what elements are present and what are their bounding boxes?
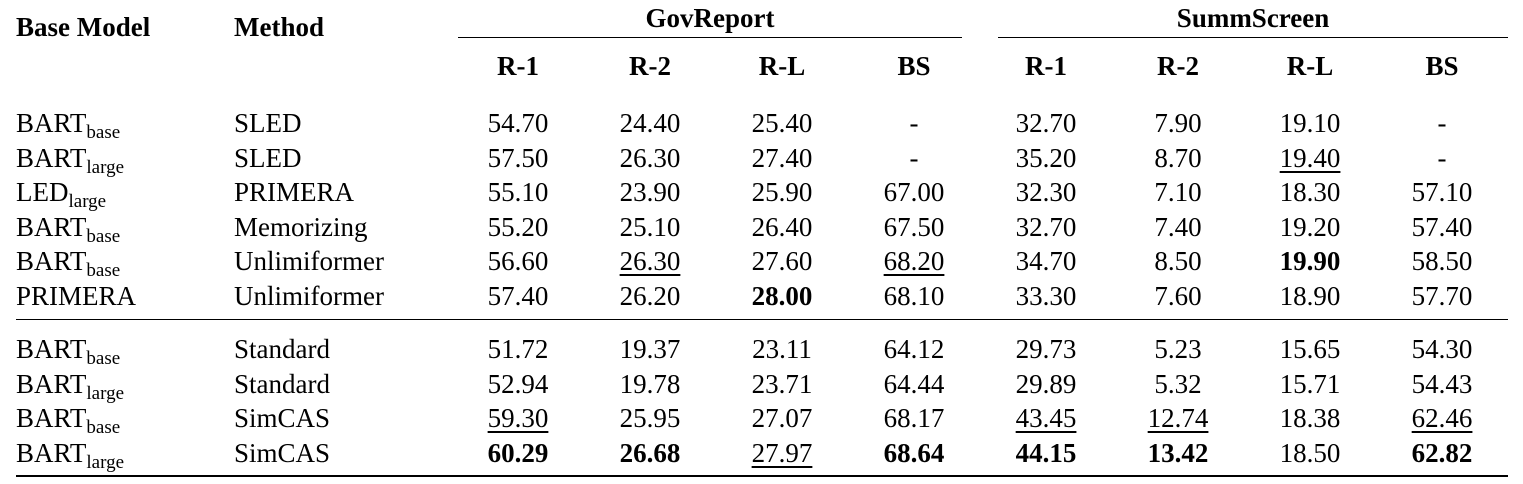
score-value: - <box>1437 108 1447 139</box>
table-row <box>16 367 1508 402</box>
score-value: 25.90 <box>751 177 813 208</box>
section-baselines <box>16 94 1508 320</box>
score-value: 59.30 <box>487 403 549 434</box>
base-model-name: BART <box>16 211 87 242</box>
base-model-name: BART <box>16 403 87 434</box>
header-metric: R-1 <box>1025 51 1068 81</box>
score-cell <box>980 401 1112 436</box>
score-cell <box>848 367 980 402</box>
method-cell: SimCAS <box>234 436 452 477</box>
score-value: 27.60 <box>751 246 813 277</box>
base-model-cell <box>16 210 234 245</box>
base-model-name: BART <box>16 142 87 173</box>
score-cell <box>716 320 848 367</box>
score-cell <box>1244 175 1376 210</box>
score-cell <box>452 401 584 436</box>
base-model-name: BART <box>16 246 87 277</box>
header-metric: BS <box>897 51 931 81</box>
score-cell <box>1244 94 1376 141</box>
base-model-name: BART <box>16 368 87 399</box>
score-value: 68.64 <box>883 437 945 468</box>
header-row-groups <box>16 0 1508 38</box>
score-cell <box>980 436 1112 477</box>
score-cell <box>980 175 1112 210</box>
score-cell <box>1376 279 1508 320</box>
score-value: 55.20 <box>487 211 549 242</box>
base-model-size: base <box>86 260 121 282</box>
score-value: 68.17 <box>883 403 945 434</box>
score-cell <box>452 367 584 402</box>
score-value: 19.90 <box>1279 246 1341 277</box>
score-value: 62.82 <box>1411 437 1473 468</box>
score-value: 25.95 <box>619 403 681 434</box>
score-cell <box>848 279 980 320</box>
table-row <box>16 141 1508 176</box>
score-cell <box>452 279 584 320</box>
score-cell <box>452 175 584 210</box>
base-model-name: LED <box>16 177 69 208</box>
header-group-summscreen-label: SummScreen <box>998 3 1508 38</box>
method-cell: SimCAS <box>234 403 331 434</box>
header-group-govreport <box>452 0 980 38</box>
score-value: 27.07 <box>751 403 813 434</box>
score-cell <box>716 175 848 210</box>
score-cell <box>1244 244 1376 279</box>
section-simcas <box>16 320 1508 477</box>
score-value: 24.40 <box>619 108 681 139</box>
score-cell <box>584 279 716 320</box>
header-base-model: Base Model <box>16 12 151 42</box>
score-value: 57.70 <box>1411 280 1473 311</box>
score-cell <box>1112 141 1244 176</box>
score-value: - <box>909 108 919 139</box>
base-model-size: large <box>68 191 107 213</box>
table-row <box>16 320 1508 367</box>
header-metric: R-1 <box>497 51 539 81</box>
score-cell <box>848 401 980 436</box>
score-cell <box>584 210 716 245</box>
score-value: 19.20 <box>1279 211 1341 242</box>
score-cell <box>452 320 584 367</box>
header-metric: R-L <box>1286 51 1334 81</box>
score-value: 29.73 <box>1015 334 1077 365</box>
score-cell <box>848 210 980 245</box>
score-cell <box>584 94 716 141</box>
score-cell <box>980 320 1112 367</box>
base-model-size: large <box>86 156 125 178</box>
score-value: 26.40 <box>751 211 813 242</box>
score-value: 26.20 <box>619 280 681 311</box>
score-cell <box>848 320 980 367</box>
score-cell <box>716 279 848 320</box>
table-row <box>16 436 1508 477</box>
table-row <box>16 175 1508 210</box>
header-metric: BS <box>1425 51 1459 81</box>
score-cell <box>1244 210 1376 245</box>
method-cell: Unlimiformer <box>234 246 384 277</box>
score-cell <box>716 244 848 279</box>
score-value: - <box>909 142 919 173</box>
score-value: 19.40 <box>1279 142 1341 173</box>
score-cell <box>980 210 1112 245</box>
score-value: 26.68 <box>619 437 681 468</box>
score-value: 33.30 <box>1015 280 1077 311</box>
base-model-cell <box>16 367 234 402</box>
score-cell <box>716 436 848 477</box>
score-value: 54.70 <box>487 108 549 139</box>
method-cell: Unlimiformer <box>234 280 384 311</box>
score-cell <box>1112 401 1244 436</box>
method-cell: PRIMERA <box>234 177 355 208</box>
header-metric: R-2 <box>629 51 671 81</box>
score-value: 55.10 <box>487 177 549 208</box>
score-value: 18.38 <box>1279 403 1341 434</box>
score-value: 15.71 <box>1279 368 1341 399</box>
method-cell: SLED <box>234 142 302 173</box>
table-row <box>16 279 1508 320</box>
base-model-size: large <box>86 451 125 473</box>
header-group-summscreen <box>980 0 1508 38</box>
score-cell <box>848 94 980 141</box>
score-value: 27.97 <box>751 437 813 468</box>
score-value: 57.40 <box>487 280 549 311</box>
table-row <box>16 210 1508 245</box>
score-cell <box>584 436 716 477</box>
score-cell <box>1112 367 1244 402</box>
score-value: 8.70 <box>1154 142 1202 173</box>
score-value: 43.45 <box>1015 403 1077 434</box>
base-model-name: BART <box>16 334 87 365</box>
score-cell <box>1112 244 1244 279</box>
header-metric: R-L <box>758 51 806 81</box>
base-model-cell <box>16 175 234 213</box>
base-model-size: base <box>86 225 121 247</box>
score-value: 57.50 <box>487 142 549 173</box>
base-model-size: large <box>86 382 125 404</box>
score-value: 12.74 <box>1147 403 1209 434</box>
score-cell <box>1244 279 1376 320</box>
score-value: 7.60 <box>1154 280 1202 311</box>
score-value: 60.29 <box>487 437 549 468</box>
score-value: 23.11 <box>752 334 812 365</box>
score-value: 29.89 <box>1015 368 1077 399</box>
base-model-cell <box>16 94 234 144</box>
score-value: 35.20 <box>1015 142 1077 173</box>
method-cell: Standard <box>234 320 452 367</box>
score-cell <box>848 436 980 477</box>
score-value: 67.50 <box>883 211 945 242</box>
score-cell <box>584 175 716 210</box>
score-value: 34.70 <box>1015 246 1077 277</box>
score-cell <box>716 367 848 402</box>
score-cell <box>452 141 584 176</box>
score-cell <box>980 279 1112 320</box>
score-cell <box>980 141 1112 176</box>
score-cell <box>1244 367 1376 402</box>
score-cell <box>1244 141 1376 176</box>
base-model-name: BART <box>16 437 87 468</box>
score-value: 54.30 <box>1411 334 1473 365</box>
base-model-cell <box>16 244 234 282</box>
score-cell <box>848 175 980 210</box>
score-cell <box>1376 320 1508 367</box>
score-cell <box>1244 436 1376 477</box>
score-cell <box>452 210 584 245</box>
score-cell <box>1112 436 1244 477</box>
score-value: 57.10 <box>1411 177 1473 208</box>
score-cell <box>1376 244 1508 279</box>
score-value: 18.50 <box>1279 437 1341 468</box>
base-model-size: base <box>86 417 121 439</box>
score-value: 51.72 <box>487 334 549 365</box>
score-value: 18.90 <box>1279 280 1341 311</box>
score-value: 68.20 <box>883 246 945 277</box>
score-cell <box>980 94 1112 141</box>
score-value: 32.70 <box>1015 108 1077 139</box>
score-cell <box>1376 141 1508 176</box>
score-value: 58.50 <box>1411 246 1473 277</box>
score-cell <box>1376 210 1508 245</box>
score-value: 57.40 <box>1411 211 1473 242</box>
score-cell <box>584 401 716 436</box>
score-value: 67.00 <box>883 177 945 208</box>
table-row <box>16 94 1508 141</box>
header-method: Method <box>234 12 324 42</box>
base-model-size: base <box>86 122 121 144</box>
score-cell <box>1112 94 1244 141</box>
score-cell <box>980 244 1112 279</box>
score-value: 7.40 <box>1154 211 1202 242</box>
score-value: 19.78 <box>619 368 681 399</box>
score-value: 7.10 <box>1154 177 1202 208</box>
score-cell <box>848 141 980 176</box>
base-model-cell <box>16 320 234 370</box>
score-cell <box>1376 175 1508 210</box>
score-cell <box>1112 279 1244 320</box>
score-cell <box>1112 210 1244 245</box>
score-value: 5.23 <box>1154 334 1202 365</box>
score-value: 19.37 <box>619 334 681 365</box>
score-value: 8.50 <box>1154 246 1202 277</box>
score-value: 5.32 <box>1154 368 1202 399</box>
score-value: 54.43 <box>1411 368 1473 399</box>
score-value: 25.10 <box>619 211 681 242</box>
base-model-cell <box>16 141 234 176</box>
score-cell <box>452 244 584 279</box>
score-value: 26.30 <box>619 142 681 173</box>
score-value: 18.30 <box>1279 177 1341 208</box>
score-value: 15.65 <box>1279 334 1341 365</box>
base-model-cell <box>16 401 234 439</box>
score-cell <box>452 436 584 477</box>
table-row <box>16 244 1508 279</box>
score-cell <box>716 401 848 436</box>
score-value: 44.15 <box>1015 437 1077 468</box>
score-cell <box>1112 175 1244 210</box>
score-cell <box>716 210 848 245</box>
score-cell <box>1376 401 1508 436</box>
score-cell <box>1376 94 1508 141</box>
score-cell <box>584 141 716 176</box>
header-metric: R-2 <box>1157 51 1200 81</box>
score-value: 64.44 <box>883 368 945 399</box>
score-cell <box>584 244 716 279</box>
score-value: 26.30 <box>619 246 681 277</box>
base-model-size: base <box>86 348 121 370</box>
score-value: 32.30 <box>1015 177 1077 208</box>
score-cell <box>584 367 716 402</box>
score-cell <box>716 94 848 141</box>
score-value: 19.10 <box>1279 108 1341 139</box>
base-model-name: PRIMERA <box>16 280 137 311</box>
base-model-cell <box>16 279 234 320</box>
header-group-govreport-label: GovReport <box>458 3 962 38</box>
score-value: 32.70 <box>1015 211 1077 242</box>
score-cell <box>848 244 980 279</box>
method-cell: SLED <box>234 108 302 139</box>
score-cell <box>1376 367 1508 402</box>
score-cell <box>980 367 1112 402</box>
score-cell <box>716 141 848 176</box>
results-table <box>16 0 1508 477</box>
score-value: 56.60 <box>487 246 549 277</box>
score-value: 62.46 <box>1411 403 1473 434</box>
score-cell <box>1244 320 1376 367</box>
score-cell <box>452 94 584 141</box>
score-value: 52.94 <box>487 368 549 399</box>
score-value: 7.90 <box>1154 108 1202 139</box>
score-cell <box>1244 401 1376 436</box>
score-value: 64.12 <box>883 334 945 365</box>
score-value: 28.00 <box>751 280 813 311</box>
score-value: - <box>1437 142 1447 173</box>
base-model-name: BART <box>16 108 87 139</box>
score-cell <box>1112 320 1244 367</box>
score-value: 25.40 <box>751 108 813 139</box>
score-value: 27.40 <box>751 142 813 173</box>
score-cell <box>584 320 716 367</box>
method-cell: Memorizing <box>234 211 368 242</box>
score-value: 68.10 <box>883 280 945 311</box>
score-value: 13.42 <box>1147 437 1209 468</box>
score-cell <box>1376 436 1508 477</box>
score-value: 23.71 <box>751 368 813 399</box>
score-value: 23.90 <box>619 177 681 208</box>
table-row <box>16 401 1508 436</box>
method-cell: Standard <box>234 368 330 399</box>
base-model-cell <box>16 436 234 477</box>
